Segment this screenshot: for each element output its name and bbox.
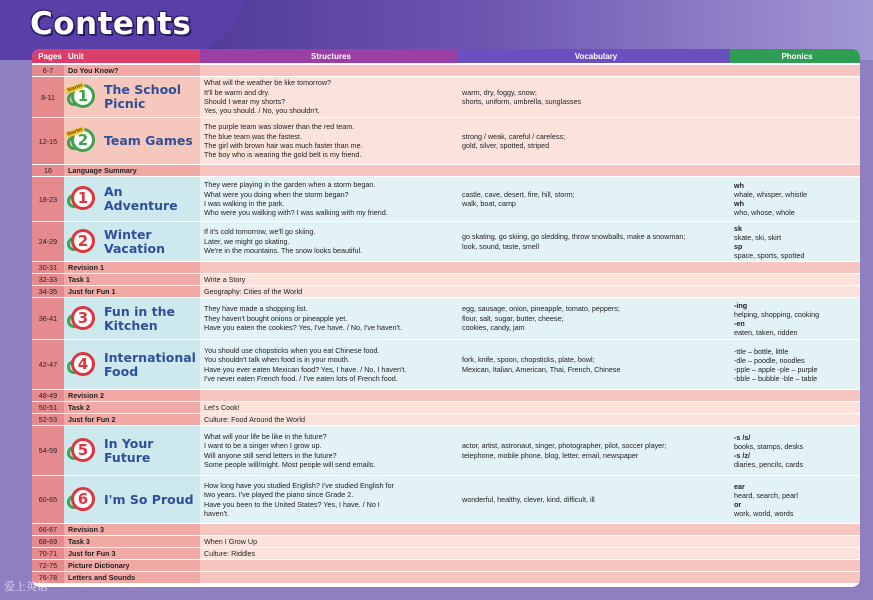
structure-line: The blue team was the fastest. xyxy=(204,131,302,141)
vocabulary-cell xyxy=(458,524,730,535)
phonics-words: space, sports, spotted xyxy=(734,250,805,260)
vocabulary-line: fork, knife, spoon, chopsticks, plate, bowl; xyxy=(462,355,595,365)
phonics-sound: sp xyxy=(734,241,743,251)
phonics-sound: -s /s/ xyxy=(734,432,751,442)
unit-cell: Letters and Sounds xyxy=(64,572,200,583)
vocabulary-line: telephone, mobile phone, blog, letter, email, newspaper xyxy=(462,450,639,460)
header-structures: Structures xyxy=(200,49,458,63)
phonics-cell xyxy=(730,548,860,559)
pages-cell: 16 xyxy=(32,165,64,176)
vocabulary-line: warm, dry, foggy, snow; xyxy=(462,87,537,97)
unit-cell: Task 1 xyxy=(64,274,200,285)
structure-line: Will anyone still send letters in the future? xyxy=(204,450,337,460)
structure-line: Who were you walking with? I was walking with my friend. xyxy=(204,208,388,218)
phonics-sound: -ing xyxy=(734,300,748,310)
table-row xyxy=(32,286,860,298)
watermark: 爱上英语 xyxy=(4,581,48,593)
unit-cell: Revision 1 xyxy=(64,262,200,273)
pages-cell: 50-51 xyxy=(32,402,64,413)
structure-line: How long have you studied English? I've studied English for xyxy=(204,480,394,490)
structures-cell xyxy=(200,476,458,523)
unit-cell xyxy=(64,177,200,221)
structure-line: It'll be warm and dry. xyxy=(204,87,270,97)
structures-cell xyxy=(200,414,458,425)
structure-line: Write a Story xyxy=(204,274,246,284)
phonics-words: work, world, words xyxy=(734,508,794,518)
vocabulary-cell xyxy=(458,426,730,475)
structure-line: You shouldn't talk when food is in your mouth. xyxy=(204,355,350,365)
phonics-sound: -s /z/ xyxy=(734,450,750,460)
structure-line: When I Grow Up xyxy=(204,536,258,546)
unit-number: 1 xyxy=(71,84,95,108)
pages-cell: 18-23 xyxy=(32,177,64,221)
header-pages: Pages xyxy=(32,49,64,63)
unit-number: 4 xyxy=(71,352,95,376)
structures-cell xyxy=(200,572,458,583)
table-row xyxy=(32,274,860,286)
structures-cell xyxy=(200,177,458,221)
unit-cell: Language Summary xyxy=(64,165,200,176)
structure-line: The boy who is wearing the gold belt is my friend. xyxy=(204,150,362,160)
structures-cell xyxy=(200,165,458,176)
unit-number-badge xyxy=(68,436,98,466)
table-row xyxy=(32,414,860,426)
unit-number-badge xyxy=(68,126,98,156)
phonics-words: who, whose, whole xyxy=(734,208,795,217)
phonics-cell xyxy=(730,165,860,176)
unit-cell xyxy=(64,222,200,261)
unit-number: 1 xyxy=(71,186,95,210)
phonics-cell xyxy=(730,414,860,425)
table-row xyxy=(32,536,860,548)
unit-number: 6 xyxy=(71,487,95,511)
vocabulary-cell xyxy=(458,262,730,273)
phonics-cell xyxy=(730,262,860,273)
vocabulary-line: strong / weak, careful / careless; xyxy=(462,131,566,141)
pages-cell: 76-78 xyxy=(32,572,64,583)
table-row xyxy=(32,476,860,524)
structures-cell xyxy=(200,426,458,475)
phonics-words: -dle – poodle, noodles xyxy=(734,355,805,365)
structures-cell xyxy=(200,536,458,547)
vocabulary-line: Mexican, Italian, American, Thai, French, Chinese xyxy=(462,364,621,374)
vocabulary-cell xyxy=(458,65,730,76)
phonics-cell xyxy=(730,222,860,261)
unit-cell xyxy=(64,77,200,117)
unit-number: 2 xyxy=(71,128,95,152)
vocabulary-cell xyxy=(458,572,730,583)
structures-cell xyxy=(200,262,458,273)
structures-cell xyxy=(200,402,458,413)
vocabulary-cell xyxy=(458,298,730,339)
pages-cell: 30-31 xyxy=(32,262,64,273)
structure-line: What were you doing when the storm began? xyxy=(204,189,349,199)
phonics-words: -ttle – bottle, little xyxy=(734,346,789,356)
structure-line: haven't. xyxy=(204,508,229,518)
pages-cell: 48-49 xyxy=(32,390,64,401)
unit-cell xyxy=(64,118,200,164)
page-title: Contents xyxy=(30,6,192,42)
unit-cell: Task 3 xyxy=(64,536,200,547)
table-row xyxy=(32,298,860,340)
phonics-cell xyxy=(730,524,860,535)
pages-cell: 60-65 xyxy=(32,476,64,523)
structures-cell xyxy=(200,340,458,389)
vocabulary-cell xyxy=(458,390,730,401)
structures-cell xyxy=(200,222,458,261)
unit-title: An Adventure xyxy=(104,184,178,213)
unit-number: 3 xyxy=(71,306,95,330)
phonics-cell xyxy=(730,536,860,547)
phonics-words: whale, whisper, whistle xyxy=(734,190,808,199)
structure-line: They were playing in the garden when a storm began. xyxy=(204,180,376,190)
structure-line: I've never eaten French food. / I've eaten lots of French food. xyxy=(204,373,398,383)
unit-number: 2 xyxy=(71,229,95,253)
phonics-cell xyxy=(730,286,860,297)
unit-title: Team Games xyxy=(104,133,193,148)
phonics-words: -bble – bubble -ble – table xyxy=(734,373,818,383)
unit-number-badge xyxy=(68,350,98,380)
structure-line: If it's cold tomorrow, we'll go skiing. xyxy=(204,227,316,237)
unit-cell: Just for Fun 1 xyxy=(64,286,200,297)
phonics-cell xyxy=(730,560,860,571)
unit-title: Winter Vacation xyxy=(104,226,166,256)
table-row xyxy=(32,222,860,262)
structure-line: Culture: Food Around the World xyxy=(204,414,305,424)
vocabulary-line: egg, sausage, onion, pineapple, tomato, peppers; xyxy=(462,304,620,314)
phonics-words: diaries, pencils, cards xyxy=(734,459,804,469)
table-row xyxy=(32,524,860,536)
vocabulary-line: castle, cave, desert, fire, hill, storm; xyxy=(462,189,575,199)
table-header xyxy=(32,49,860,64)
pages-cell: 66-67 xyxy=(32,524,64,535)
unit-cell xyxy=(64,298,200,339)
phonics-cell xyxy=(730,118,860,164)
table-row xyxy=(32,65,860,77)
unit-number-badge xyxy=(68,82,98,112)
table-row xyxy=(32,402,860,414)
unit-number-badge xyxy=(68,227,98,257)
unit-cell: Picture Dictionary xyxy=(64,560,200,571)
vocabulary-cell xyxy=(458,77,730,117)
vocabulary-cell xyxy=(458,286,730,297)
structures-cell xyxy=(200,390,458,401)
phonics-cell xyxy=(730,65,860,76)
table-row xyxy=(32,165,860,177)
pages-cell: 52-53 xyxy=(32,414,64,425)
structures-cell xyxy=(200,65,458,76)
pages-cell: 12-15 xyxy=(32,118,64,164)
table-row xyxy=(32,548,860,560)
phonics-sound: ear xyxy=(734,481,745,491)
unit-cell: Just for Fun 2 xyxy=(64,414,200,425)
structure-line: Geography: Cities of the World xyxy=(204,286,303,296)
contents-table xyxy=(32,49,860,587)
structure-line: Culture: Riddles xyxy=(204,548,256,558)
table-row xyxy=(32,426,860,476)
unit-cell: Just for Fun 3 xyxy=(64,548,200,559)
vocabulary-line: flour, salt, sugar, butter, cheese; xyxy=(462,313,564,323)
phonics-words: eaten, taken, ridden xyxy=(734,327,798,337)
unit-number-badge xyxy=(68,485,98,515)
vocabulary-cell xyxy=(458,177,730,221)
structure-line: What will the weather be like tomorrow? xyxy=(204,78,332,88)
phonics-cell xyxy=(730,572,860,583)
unit-title: The School Picnic xyxy=(104,82,182,111)
structures-cell xyxy=(200,524,458,535)
vocabulary-cell xyxy=(458,274,730,285)
pages-cell: 68-69 xyxy=(32,536,64,547)
unit-cell xyxy=(64,340,200,389)
pages-cell: 6-7 xyxy=(32,65,64,76)
table-row xyxy=(32,390,860,402)
structure-line: Some people will/might. Most people will send emails. xyxy=(204,459,376,469)
structure-line: Let's Cook! xyxy=(204,402,240,412)
structure-line: We're in the mountains. The snow looks beautiful. xyxy=(204,246,363,256)
vocabulary-line: actor, artist, astronaut, singer, photographer, pilot, soccer player; xyxy=(462,441,667,451)
structure-line: The purple team was slower than the red team. xyxy=(204,122,355,132)
unit-number-badge xyxy=(68,184,98,214)
vocabulary-line: go skating, go skiing, go sledding, throw snowballs, make a snowman; xyxy=(462,232,686,242)
table-row xyxy=(32,77,860,118)
structure-line: two years. I've played the piano since Grade 2. xyxy=(204,490,354,500)
structure-line: Have you eaten the cookies? Yes, I've have. / No, I've haven't. xyxy=(204,323,402,333)
unit-cell xyxy=(64,426,200,475)
starter-tag: Starter xyxy=(66,82,84,94)
vocabulary-cell xyxy=(458,222,730,261)
unit-title: I'm So Proud xyxy=(104,491,194,507)
phonics-words: -pple – apple -ple – purple xyxy=(734,364,818,374)
phonics-words: skate, ski, skirt xyxy=(734,232,782,242)
phonics-cell xyxy=(730,390,860,401)
phonics-sound: wh xyxy=(734,181,744,190)
table-row xyxy=(32,118,860,165)
unit-cell: Revision 2 xyxy=(64,390,200,401)
unit-cell xyxy=(64,476,200,523)
table-row xyxy=(32,177,860,222)
vocabulary-line: look, sound, taste, smell xyxy=(462,241,540,251)
phonics-cell xyxy=(730,340,860,389)
structure-line: Have you been to the United States? Yes, I have. / No I xyxy=(204,499,380,509)
phonics-cell xyxy=(730,402,860,413)
structures-cell xyxy=(200,560,458,571)
header-unit: Unit xyxy=(64,49,200,63)
pages-cell: 24-29 xyxy=(32,222,64,261)
structures-cell xyxy=(200,298,458,339)
phonics-cell xyxy=(730,298,860,339)
vocabulary-line: shorts, uniform, umbrella, sunglasses xyxy=(462,97,582,106)
phonics-cell xyxy=(730,177,860,221)
table-row xyxy=(32,572,860,584)
pages-cell: 32-33 xyxy=(32,274,64,285)
pages-cell: 42-47 xyxy=(32,340,64,389)
starter-tag: Starter xyxy=(66,126,84,138)
pages-cell: 72-75 xyxy=(32,560,64,571)
unit-cell: Do You Know? xyxy=(64,65,200,76)
table-row xyxy=(32,262,860,274)
phonics-sound: sk xyxy=(734,223,742,233)
phonics-words: helping, shopping, cooking xyxy=(734,309,820,319)
vocabulary-cell xyxy=(458,476,730,523)
phonics-sound: or xyxy=(734,499,742,509)
pages-cell: 8-11 xyxy=(32,77,64,117)
vocabulary-cell xyxy=(458,118,730,164)
structure-line: Have you ever eaten Mexican food? Yes, I have. / No, I haven't. xyxy=(204,364,407,374)
unit-number-badge xyxy=(68,304,98,334)
phonics-cell xyxy=(730,476,860,523)
structures-cell xyxy=(200,77,458,117)
phonics-cell xyxy=(730,77,860,117)
unit-title: In Your Future xyxy=(104,435,154,465)
phonics-sound: -en xyxy=(734,318,745,328)
unit-cell: Task 2 xyxy=(64,402,200,413)
structure-line: Should I wear my shorts? xyxy=(204,97,286,106)
structure-line: Yes, you should. / No, you shouldn't. xyxy=(204,106,320,116)
phonics-cell xyxy=(730,274,860,285)
vocabulary-cell xyxy=(458,402,730,413)
pages-cell: 70-71 xyxy=(32,548,64,559)
structure-line: I want to be a singer when I grow up. xyxy=(204,441,322,451)
pages-cell: 34-35 xyxy=(32,286,64,297)
structure-line: The girl with brown hair was much faster than me. xyxy=(204,141,363,150)
pages-cell: 54-59 xyxy=(32,426,64,475)
structure-line: I was walking in the park. xyxy=(204,199,285,208)
phonics-words: heard, search, pearl xyxy=(734,490,798,500)
structures-cell xyxy=(200,274,458,285)
vocabulary-cell xyxy=(458,414,730,425)
phonics-words: books, stamps, desks xyxy=(734,441,804,451)
vocabulary-cell xyxy=(458,560,730,571)
structure-line: They haven't bought onions or pineapple yet. xyxy=(204,313,348,323)
unit-number: 5 xyxy=(71,438,95,462)
unit-cell: Revision 3 xyxy=(64,524,200,535)
structure-line: What will your life be like in the future? xyxy=(204,431,327,441)
vocabulary-line: wonderful, healthy, clever, kind, difficult, ill xyxy=(462,494,595,504)
structures-cell xyxy=(200,286,458,297)
structure-line: Later, we might go skating. xyxy=(204,236,290,246)
header-phonics: Phonics xyxy=(730,49,860,63)
vocabulary-line: walk, boat, camp xyxy=(462,199,516,208)
vocabulary-cell xyxy=(458,536,730,547)
unit-title: Fun in the Kitchen xyxy=(104,303,175,333)
vocabulary-cell xyxy=(458,548,730,559)
structure-line: You should use chopsticks when you eat Chinese food. xyxy=(204,345,380,355)
structure-line: They have made a shopping list. xyxy=(204,304,308,314)
phonics-sound: wh xyxy=(734,199,744,208)
vocabulary-cell xyxy=(458,165,730,176)
table-row xyxy=(32,340,860,390)
structures-cell xyxy=(200,548,458,559)
structures-cell xyxy=(200,118,458,164)
pages-cell: 36-41 xyxy=(32,298,64,339)
phonics-cell xyxy=(730,426,860,475)
header-vocabulary: Vocabulary xyxy=(458,49,730,63)
table-row xyxy=(32,560,860,572)
unit-title: International Food xyxy=(104,349,196,379)
vocabulary-cell xyxy=(458,340,730,389)
vocabulary-line: gold, silver, spotted, striped xyxy=(462,141,550,150)
vocabulary-line: cookies, candy, jam xyxy=(462,323,525,333)
